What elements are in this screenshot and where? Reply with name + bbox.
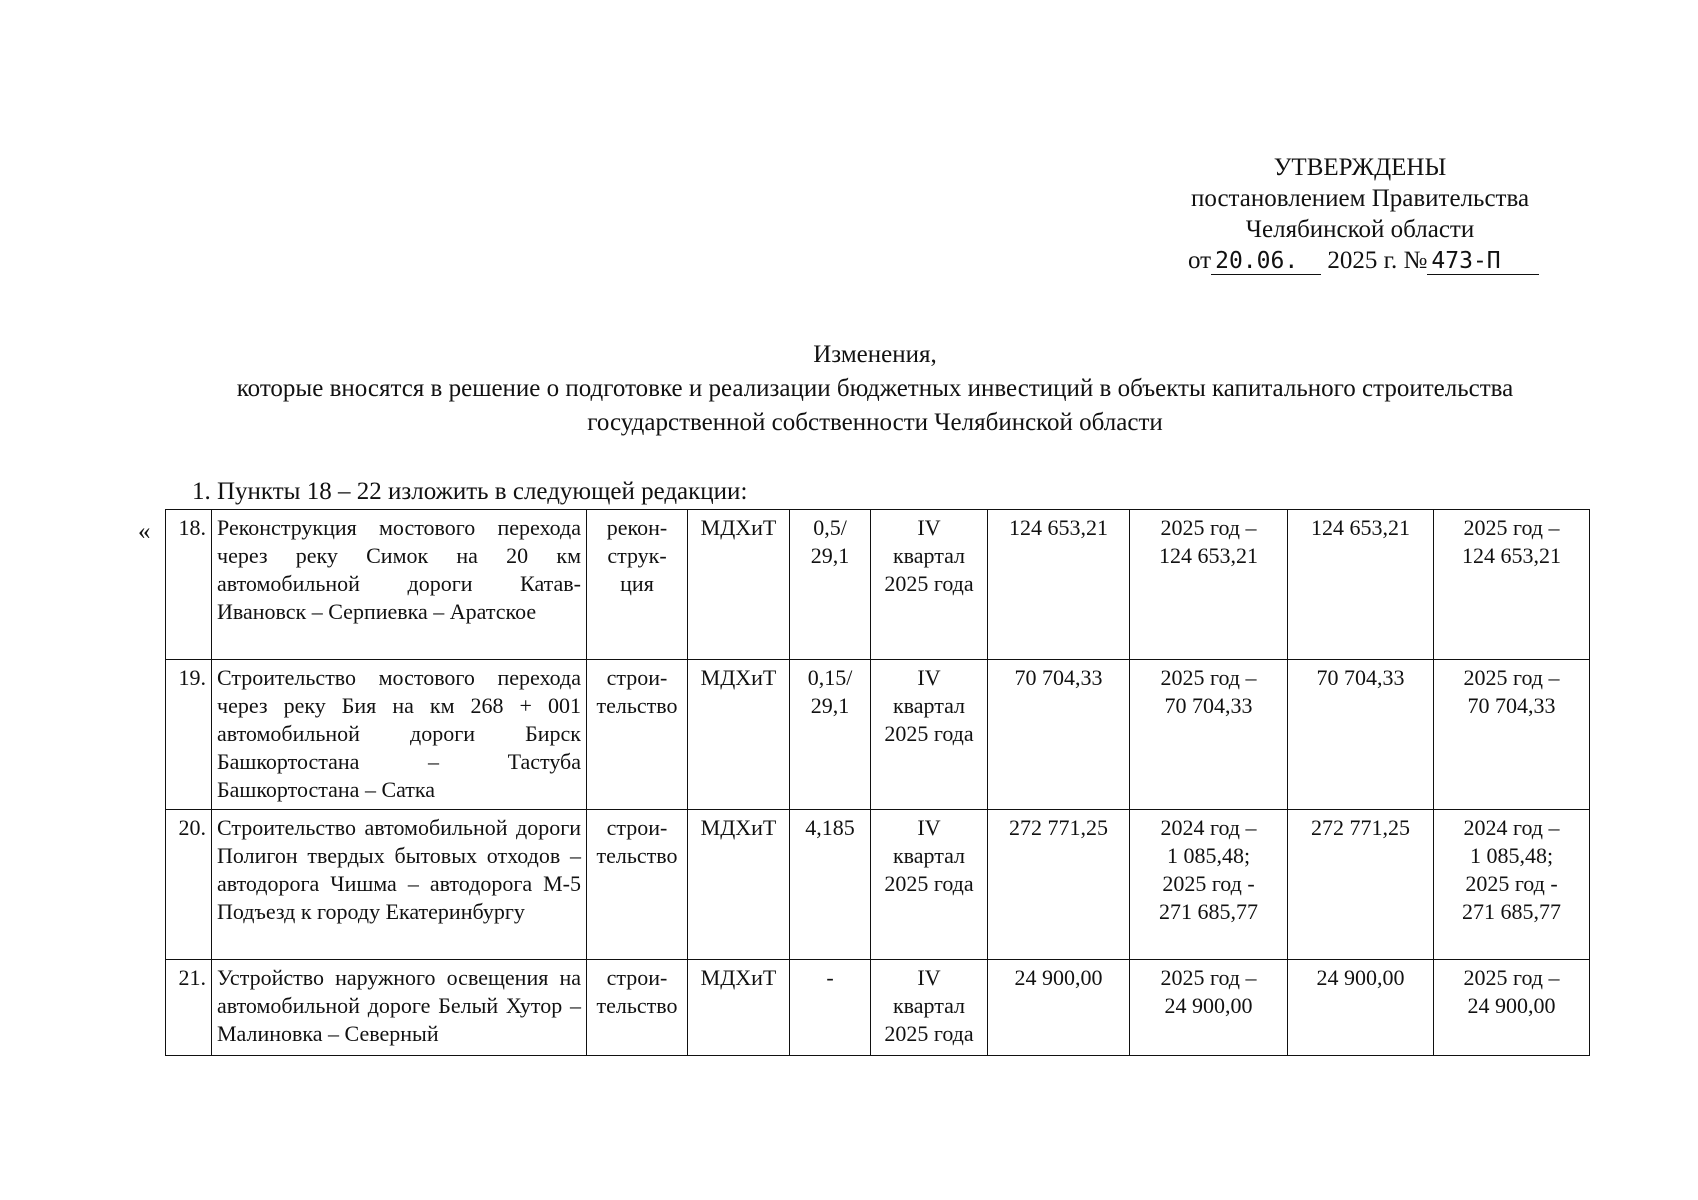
- row-number: 18.: [166, 510, 212, 660]
- row-number: 20.: [166, 810, 212, 960]
- table-row: [166, 510, 1590, 660]
- document-title: [140, 338, 1610, 440]
- object-name: Устройство наружного освещения на автомобильной дороге Белый Хутор – Малиновка – Северный: [212, 960, 587, 1056]
- funding-by-year: 2025 год – 124 653,21: [1434, 510, 1590, 660]
- table-row: [166, 960, 1590, 1056]
- opening-quote: «: [138, 518, 151, 545]
- responsible-org: МДХиТ: [688, 660, 790, 810]
- capacity: -: [790, 960, 871, 1056]
- capacity: 0,5/ 29,1: [790, 510, 871, 660]
- object-name: Строительство автомобильной дороги Полигон твердых бытовых отходов – автодорога Чишма – автодорога М-5 Подъезд к городу Екатеринбургу: [212, 810, 587, 960]
- responsible-org: МДХиТ: [688, 510, 790, 660]
- cost-by-year: 2025 год – 124 653,21: [1130, 510, 1288, 660]
- funding-amount: 70 704,33: [1288, 660, 1434, 810]
- approval-stamp: [1180, 152, 1540, 276]
- responsible-org: МДХиТ: [688, 810, 790, 960]
- work-type: строи- тельство: [587, 960, 688, 1056]
- deadline: IV квартал 2025 года: [871, 510, 988, 660]
- object-name: Реконструкция мостового перехода через реку Симок на 20 км автомобильной дороги Катав-Ивановск – Серпиевка – Аратское: [212, 510, 587, 660]
- work-type: строи- тельство: [587, 810, 688, 960]
- approval-date-line: [1188, 245, 1540, 276]
- cost-by-year: 2025 год – 24 900,00: [1130, 960, 1288, 1056]
- table-row: [166, 810, 1590, 960]
- deadline: IV квартал 2025 года: [871, 810, 988, 960]
- capacity: 4,185: [790, 810, 871, 960]
- estimated-cost: 70 704,33: [988, 660, 1130, 810]
- funding-by-year: 2025 год – 70 704,33: [1434, 660, 1590, 810]
- deadline: IV квартал 2025 года: [871, 660, 988, 810]
- approval-line-2: Челябинской области: [1245, 216, 1475, 243]
- funding-amount: 124 653,21: [1288, 510, 1434, 660]
- row-number: 21.: [166, 960, 212, 1056]
- table-row: [166, 660, 1590, 810]
- funding-amount: 272 771,25: [1288, 810, 1434, 960]
- estimated-cost: 272 771,25: [988, 810, 1130, 960]
- work-type: строи- тельство: [587, 660, 688, 810]
- object-name: Строительство мостового перехода через реку Бия на км 268 + 001 автомобильной дороги Бирск Башкортостана – Тастуба Башкортостана – Сатка: [212, 660, 587, 810]
- funding-amount: 24 900,00: [1288, 960, 1434, 1056]
- capacity: 0,15/ 29,1: [790, 660, 871, 810]
- estimated-cost: 124 653,21: [988, 510, 1130, 660]
- approval-line-1: постановлением Правительства: [1190, 185, 1530, 212]
- section-heading: 1. Пункты 18 – 22 изложить в следующей редакции:: [192, 478, 748, 505]
- year-text: 2025 г. №: [1327, 247, 1428, 274]
- date-prefix: от: [1188, 247, 1212, 274]
- items-table: [165, 509, 1590, 1056]
- funding-by-year: 2024 год – 1 085,48; 2025 год - 271 685,77: [1434, 810, 1590, 960]
- title-line-2: которые вносятся в решение о подготовке и реализации бюджетных инвестиций в объекты капитального строительства: [236, 375, 1514, 402]
- responsible-org: МДХиТ: [688, 960, 790, 1056]
- date-value: 20.06.: [1211, 248, 1321, 275]
- title-line-1: Изменения,: [813, 341, 937, 368]
- row-number: 19.: [166, 660, 212, 810]
- work-type: рекон- струк- ция: [587, 510, 688, 660]
- title-line-3: государственной собственности Челябинской области: [587, 409, 1163, 436]
- funding-by-year: 2025 год – 24 900,00: [1434, 960, 1590, 1056]
- deadline: IV квартал 2025 года: [871, 960, 988, 1056]
- estimated-cost: 24 900,00: [988, 960, 1130, 1056]
- cost-by-year: 2024 год – 1 085,48; 2025 год - 271 685,77: [1130, 810, 1288, 960]
- cost-by-year: 2025 год – 70 704,33: [1130, 660, 1288, 810]
- document-number: 473-П: [1427, 248, 1539, 275]
- approval-heading: УТВЕРЖДЕНЫ: [1273, 154, 1447, 181]
